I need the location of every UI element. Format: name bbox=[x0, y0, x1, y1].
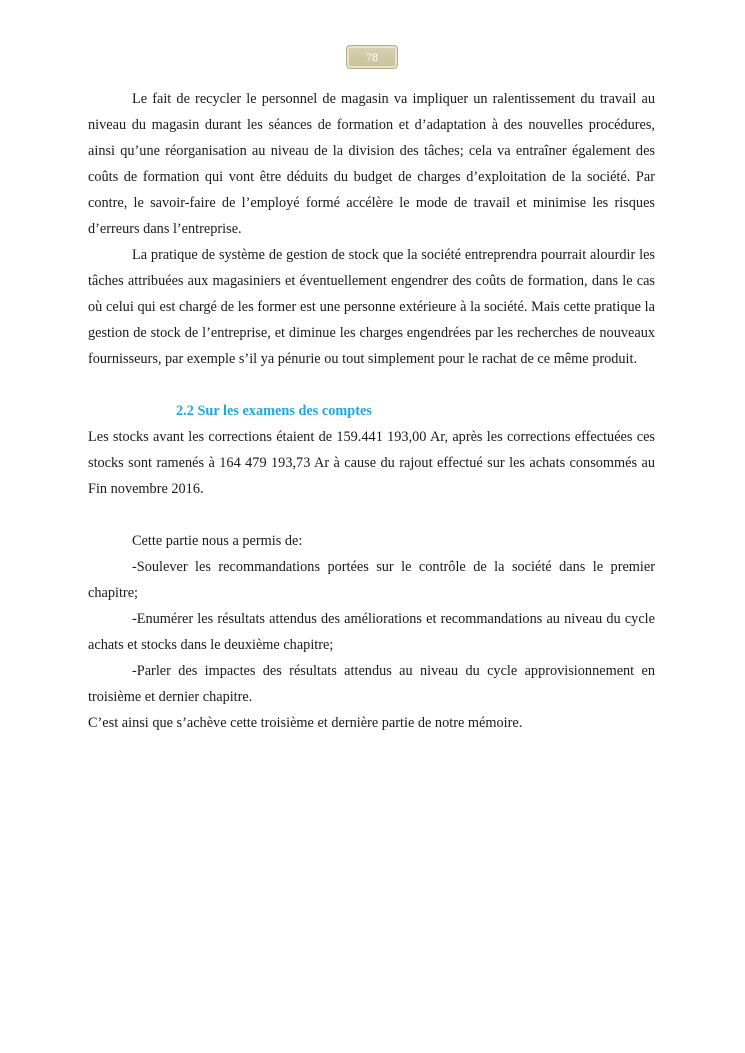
paragraph-stock-management: La pratique de système de gestion de stock que la société entreprendra pourrait alourdir les tâches attribuées aux magasiniers et éventuellement engendrer des coûts de formation, dans le cas où celui qui est chargé de les former est une personne extérieure à la société. Mais cette pratique la gestion de stock de l’entreprise, et diminue les charges engendrées par les recherches de nouveaux fournisseurs, par exemple s’il ya pénurie ou tout simplement pour le rachat de ce même produit. bbox=[88, 247, 655, 367]
page-number-badge: 78 bbox=[346, 45, 398, 69]
paragraph-stock-corrections: Les stocks avant les corrections étaient de 159.441 193,00 Ar, après les corrections effectuées ces stocks sont ramenés à 164 479 193,73 Ar à cause du rajout effectué sur les achats consommés au Fin novembre 2016. bbox=[88, 429, 655, 497]
summary-item: -Enumérer les résultats attendus des améliorations et recommandations au niveau du cycle achats et stocks dans le deuxième chapitre; bbox=[88, 611, 655, 653]
document-body bbox=[88, 86, 655, 736]
summary-item: -Soulever les recommandations portées sur le contrôle de la société dans le premier chapitre; bbox=[88, 559, 655, 601]
spacer bbox=[88, 502, 655, 528]
section-heading: 2.2 Sur les examens des comptes bbox=[176, 403, 372, 419]
summary-item: -Parler des impactes des résultats attendus au niveau du cycle approvisionnement en troisième et dernier chapitre. bbox=[88, 663, 655, 705]
summary-conclusion: C’est ainsi que s’achève cette troisième et dernière partie de notre mémoire. bbox=[88, 715, 523, 731]
summary-intro: Cette partie nous a permis de: bbox=[132, 533, 303, 549]
paragraph-recycling: Le fait de recycler le personnel de magasin va impliquer un ralentissement du travail au niveau du magasin durant les séances de formation et d’adaptation à des nouvelles procédures, ainsi qu’une réorganisation au niveau de la division des tâches; cela va entraîner également des coûts de formation qui vont être déduits du budget de charges d’exploitation de la société. Par contre, le savoir-faire de l’employé formé accélère le mode de travail et minimise les risques d’erreurs dans l’entreprise. bbox=[88, 91, 655, 237]
